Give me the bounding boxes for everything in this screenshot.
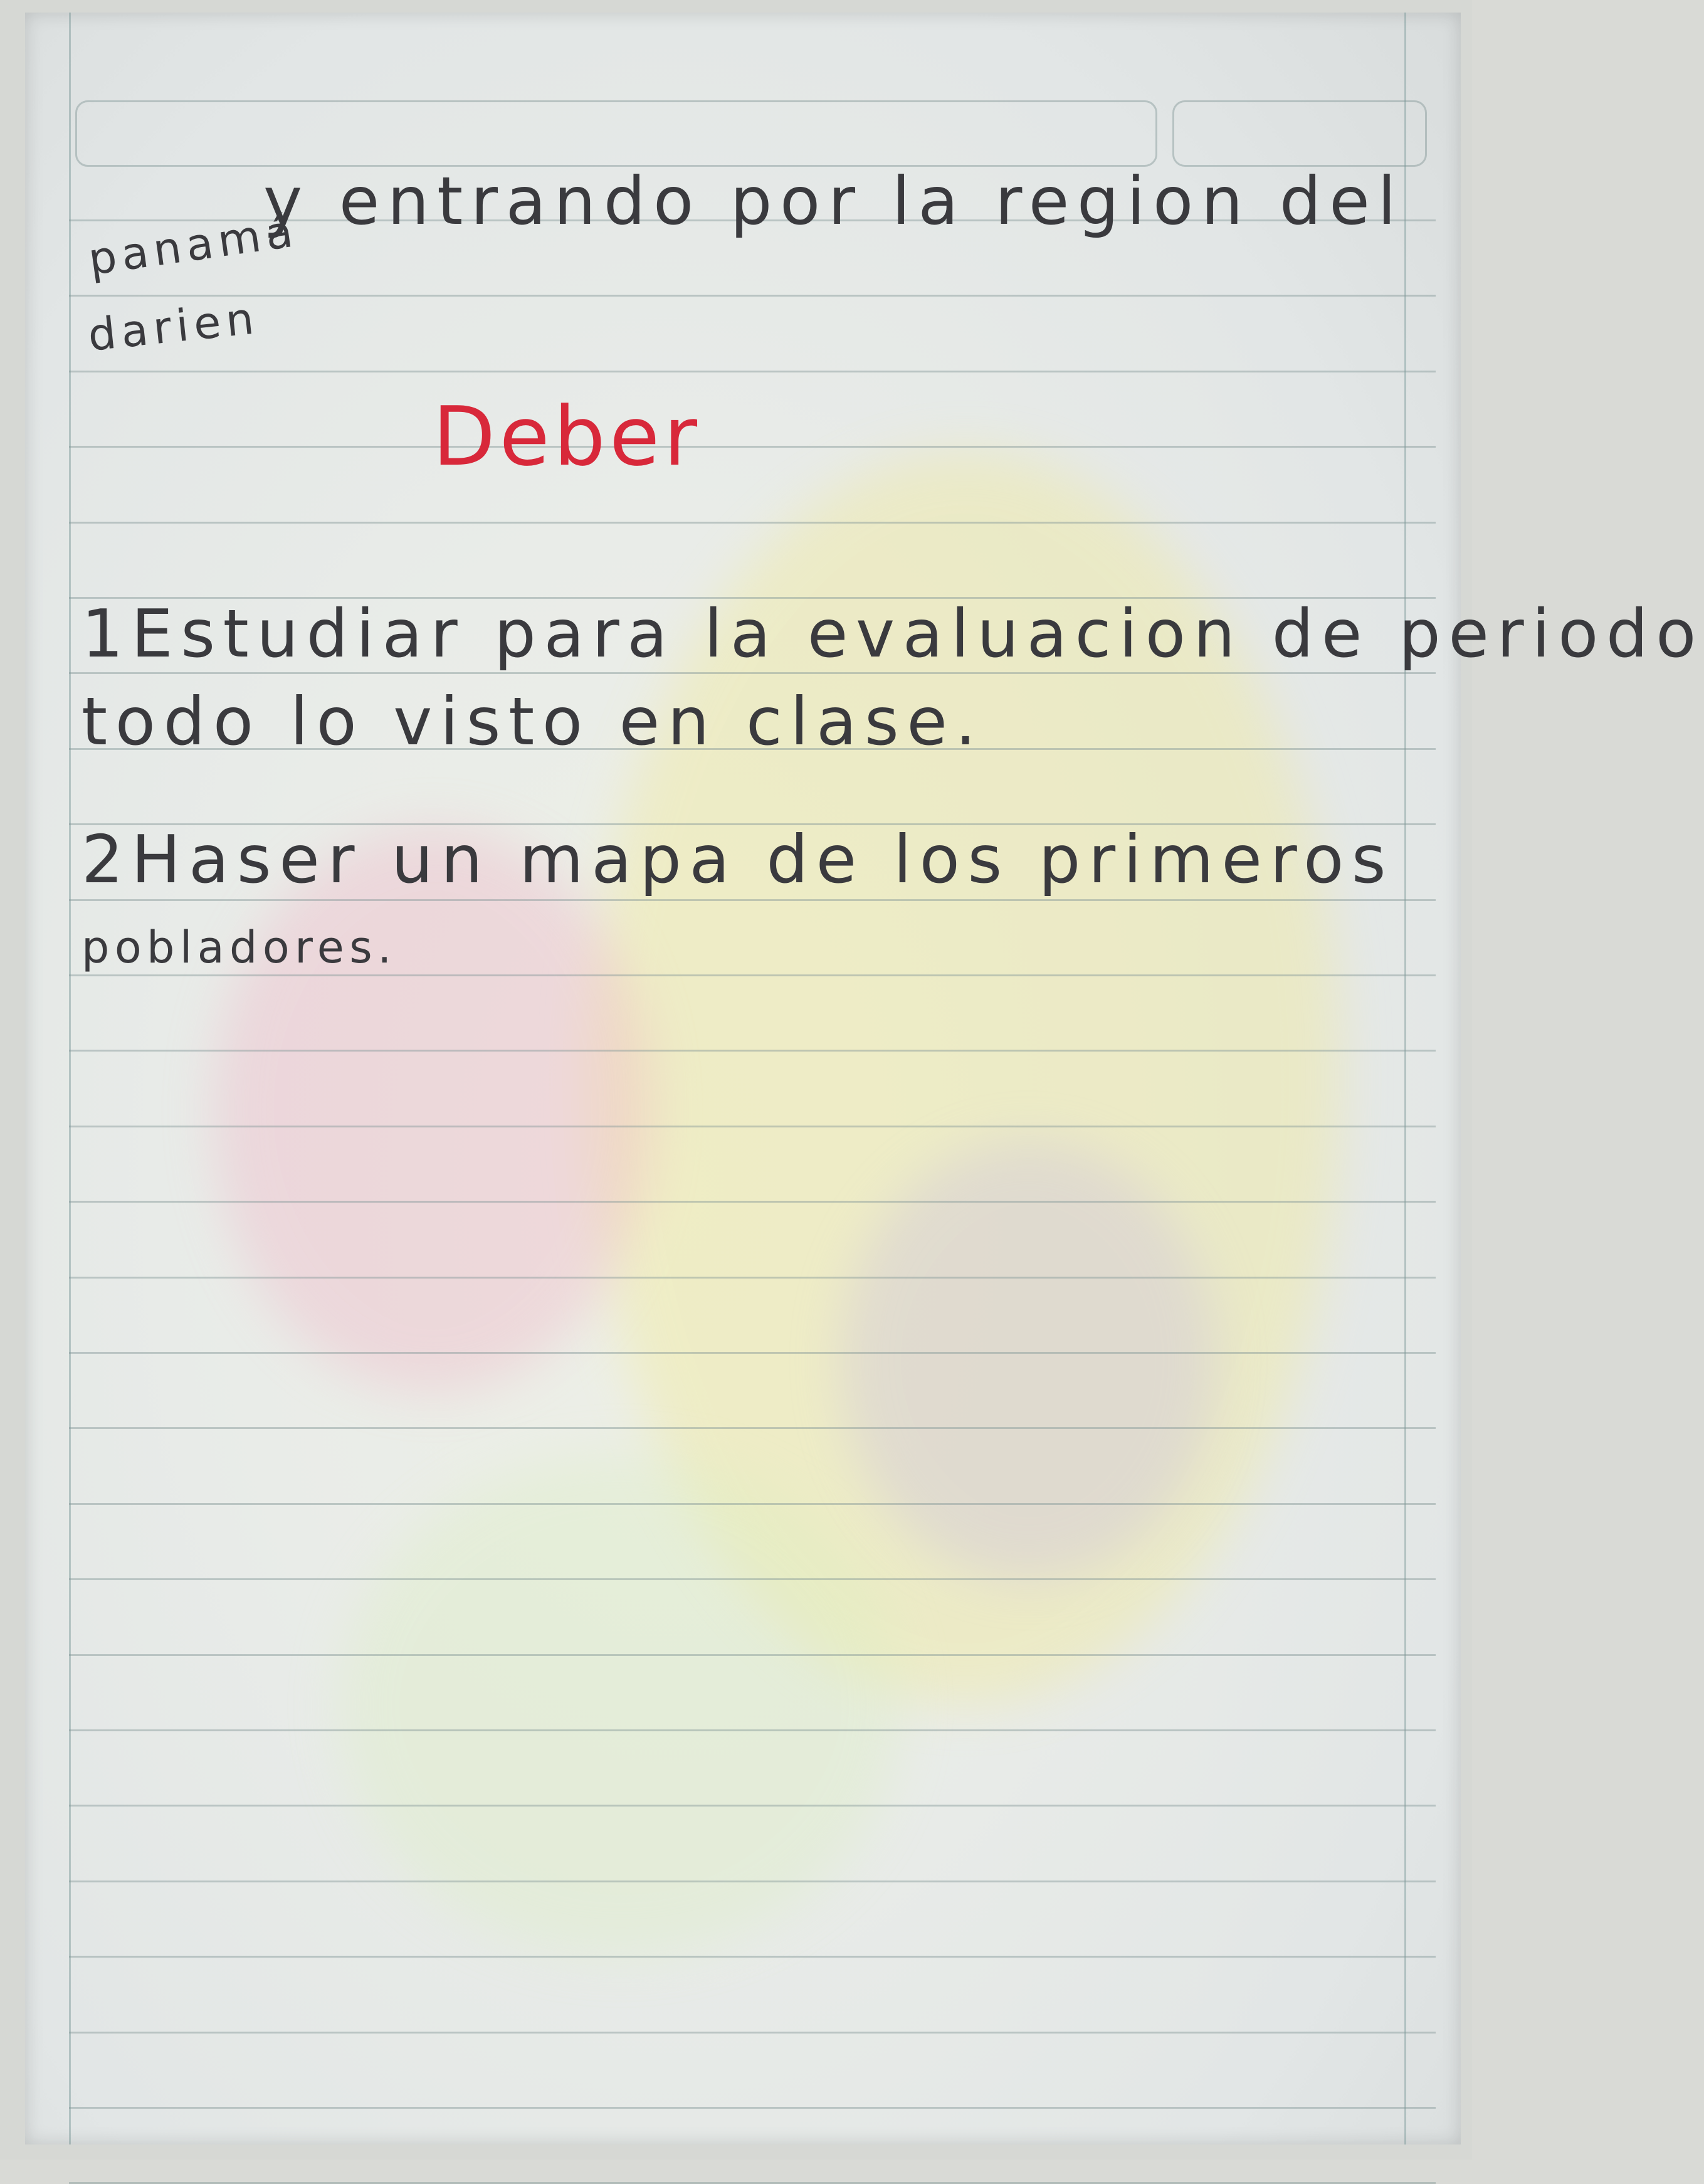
ruled-line <box>69 1201 1436 1203</box>
ruled-line <box>69 446 1436 448</box>
page-title: Deber <box>433 389 702 484</box>
intro-line-1: y entrando por la region del <box>263 163 1404 240</box>
left-margin-line <box>69 13 71 2144</box>
bleed-purple <box>840 1141 1216 1580</box>
intro-line-2: darien <box>85 292 261 362</box>
item-1-line-1 <box>82 596 1704 672</box>
header-box-right <box>1172 100 1427 167</box>
notebook-page <box>25 13 1704 2144</box>
ruled-line <box>69 1729 1436 1731</box>
item-2-number: 2 <box>82 821 132 898</box>
item-1-line-2: todo lo visto en clase. <box>82 683 984 760</box>
ruled-line <box>69 672 1436 674</box>
item-2-line-2: pobladores. <box>82 922 397 973</box>
right-margin-line <box>1404 13 1406 2144</box>
item-1-number: 1 <box>82 596 132 672</box>
ruled-line <box>69 1126 1436 1127</box>
ruled-line <box>69 2032 1436 2034</box>
ruled-line <box>69 1277 1436 1279</box>
ruled-line <box>69 899 1436 901</box>
ruled-line <box>69 1503 1436 1505</box>
ruled-line <box>69 1881 1436 1882</box>
ruled-line <box>69 295 1436 297</box>
ruled-line <box>69 522 1436 524</box>
ruled-line <box>69 371 1436 372</box>
bleed-pink <box>213 828 652 1392</box>
ruled-line <box>69 1805 1436 1807</box>
ruled-line <box>69 1578 1436 1580</box>
item-1-text: Estudiar para la evaluacion de periodo <box>131 596 1704 672</box>
ruled-line <box>69 1050 1436 1052</box>
ruled-line <box>69 1956 1436 1958</box>
header-box-left <box>75 100 1157 167</box>
ruled-line <box>69 1654 1436 1656</box>
item-2-text: Haser un mapa de los primeros <box>131 821 1394 898</box>
intro-word-panama: panamá <box>85 205 302 285</box>
item-2-line-1 <box>82 821 1394 898</box>
ruled-line <box>69 2107 1436 2109</box>
ruled-line <box>69 1352 1436 1354</box>
ruled-line <box>69 1427 1436 1429</box>
ruled-line <box>69 974 1436 976</box>
